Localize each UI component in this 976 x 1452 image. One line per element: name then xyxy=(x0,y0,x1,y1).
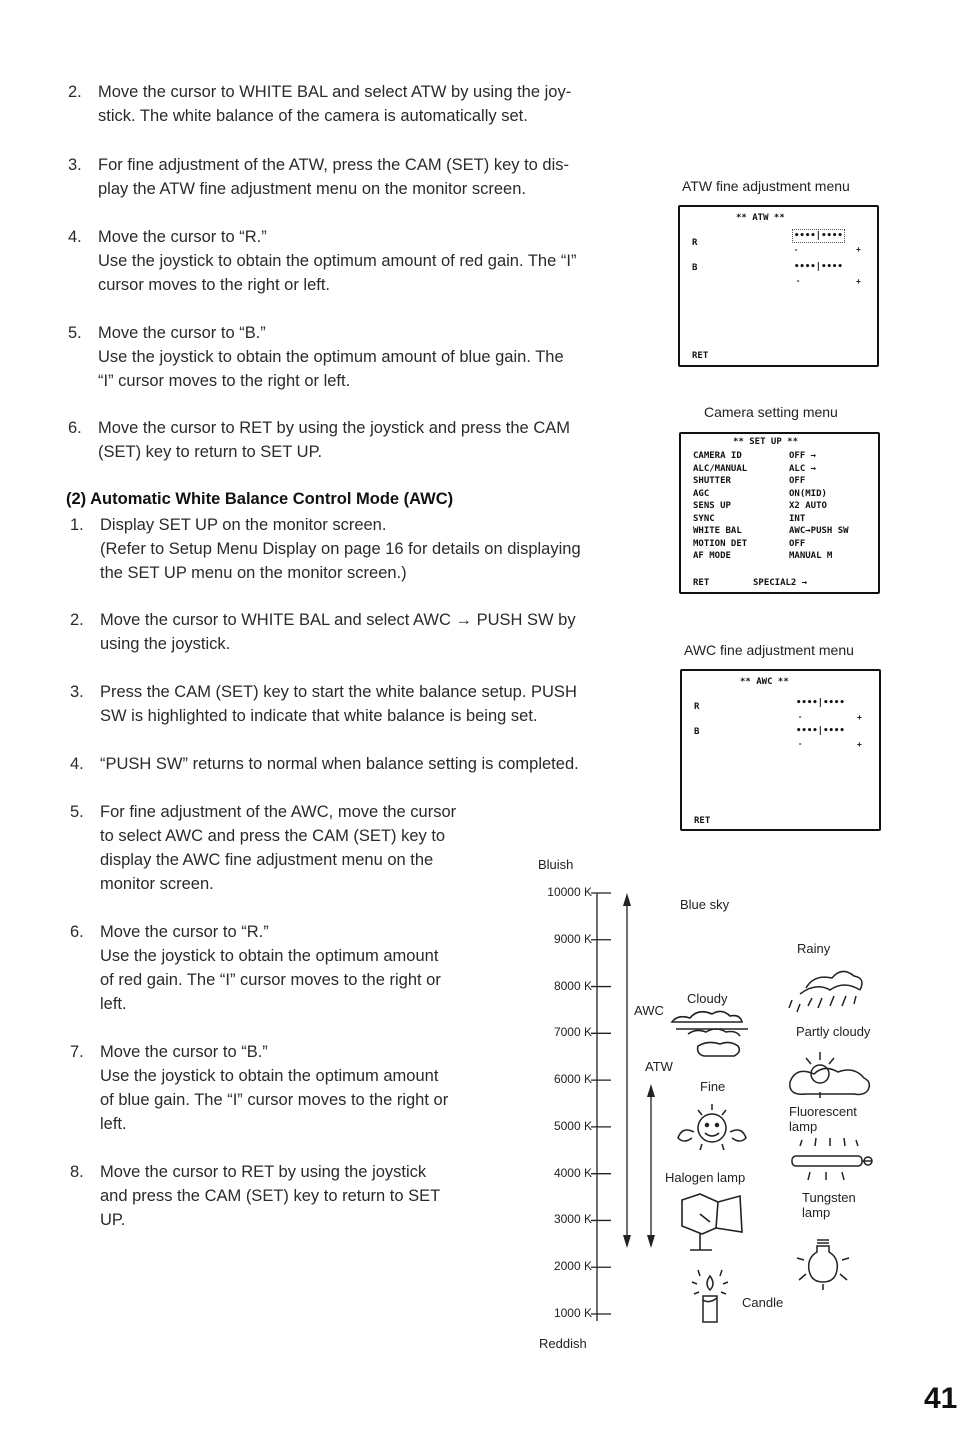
camera-menu-special: SPECIAL2 → xyxy=(753,578,808,588)
section-heading: (2) Automatic White Balance Control Mode (AWC) xyxy=(66,490,454,508)
step-line: display the AWC fine adjustment menu on the xyxy=(100,851,434,869)
awc-range-label: AWC xyxy=(634,1003,664,1018)
atw-menu-title: ** ATW ** xyxy=(736,213,785,223)
step-line: Display SET UP on the monitor screen. xyxy=(100,516,387,534)
step-line: Use the joystick to obtain the optimum amount of red gain. The “I” xyxy=(98,252,577,270)
camera-menu-item-value: ON(MID) xyxy=(789,488,827,499)
camera-menu-ret: RET xyxy=(693,578,710,588)
step-line: UP. xyxy=(100,1211,126,1229)
awc-menu-title: ** AWC ** xyxy=(740,677,789,687)
scale-tick-label: 7000 K xyxy=(553,1025,592,1040)
sun-icon xyxy=(678,1104,746,1150)
camera-menu-item-label: ALC/MANUAL xyxy=(693,463,748,474)
camera-menu-item-value: OFF → xyxy=(789,451,817,461)
atw-b-minus: - xyxy=(796,277,801,285)
scale-top-label: Bluish xyxy=(538,857,574,872)
step-number: 2. xyxy=(68,83,82,101)
camera-menu-item-value: MANUAL M xyxy=(789,551,833,561)
label-halogen-lamp: Halogen lamp xyxy=(665,1170,746,1185)
cloud-icon xyxy=(672,1011,748,1056)
step-number: 6. xyxy=(68,419,82,437)
label-blue-sky: Blue sky xyxy=(680,897,730,912)
scale-bottom-label: Reddish xyxy=(539,1336,587,1351)
candle-icon xyxy=(692,1270,728,1322)
scale-tick-label: 9000 K xyxy=(553,931,592,946)
step-line: “I” cursor moves to the right or left. xyxy=(98,372,351,390)
page-number: 41 xyxy=(924,1382,958,1415)
step-line: Use the joystick to obtain the optimum amount xyxy=(100,1067,439,1085)
camera-menu-item-value: OFF xyxy=(789,476,806,486)
atw-range-arrow xyxy=(647,1084,655,1248)
awc-menu-caption: AWC fine adjustment menu xyxy=(684,642,854,658)
scale-tick-marks xyxy=(591,893,611,1314)
camera-menu-item-label: SYNC xyxy=(693,513,715,524)
step-number: 3. xyxy=(70,683,84,701)
step-number: 3. xyxy=(68,156,82,174)
camera-menu-item-value: AWC→PUSH SW xyxy=(789,526,849,536)
halogen-lamp-icon xyxy=(682,1194,742,1250)
step-line: (SET) key to return to SET UP. xyxy=(98,443,323,461)
scale-tick-label: 2000 K xyxy=(553,1259,592,1274)
scale-tick-label: 4000 K xyxy=(553,1165,592,1180)
atw-r-plus: + xyxy=(856,245,861,254)
step-line: Move the cursor to RET by using the joystick xyxy=(100,1163,427,1181)
step-line: of red gain. The “I” cursor moves to the right or xyxy=(100,971,441,989)
atw-b-label: B xyxy=(692,263,698,273)
step-line: For fine adjustment of the AWC, move the cursor xyxy=(100,803,457,821)
step-line: monitor screen. xyxy=(100,875,214,893)
step-number: 7. xyxy=(70,1043,84,1061)
step-line: and press the CAM (SET) key to return to SET xyxy=(100,1187,441,1205)
label-tungsten-lamp: Tungsten lamp xyxy=(802,1190,856,1220)
camera-menu-item-value: X2 AUTO xyxy=(789,501,827,511)
step-line: to select AWC and press the CAM (SET) key to xyxy=(100,827,446,845)
label-candle: Candle xyxy=(742,1295,784,1310)
camera-menu-item-label: MOTION DET xyxy=(693,538,748,549)
awc-r-minus: - xyxy=(798,713,803,721)
step-line: Use the joystick to obtain the optimum amount of blue gain. The xyxy=(98,348,564,366)
label-fine: Fine xyxy=(700,1079,726,1094)
atw-b-scale: ••••|•••• xyxy=(794,262,843,272)
step-line: Move the cursor to RET by using the joystick and press the CAM xyxy=(98,419,570,437)
step-line: using the joystick. xyxy=(100,635,231,653)
awc-b-plus: + xyxy=(857,740,862,749)
step-number: 1. xyxy=(70,516,84,534)
scale-tick-label: 6000 K xyxy=(553,1072,592,1087)
step-line: Move the cursor to “B.” xyxy=(98,324,266,342)
step-number: 4. xyxy=(68,228,82,246)
awc-b-label: B xyxy=(694,727,700,737)
step-line: (Refer to Setup Menu Display on page 16 for details on displaying xyxy=(100,540,581,558)
step-line: of blue gain. The “I” cursor moves to the right or xyxy=(100,1091,449,1109)
atw-r-scale: ••••|•••• xyxy=(794,231,843,241)
step-line: Move the cursor to “B.” xyxy=(100,1043,268,1061)
step-number: 5. xyxy=(70,803,84,821)
awc-ret: RET xyxy=(694,816,711,826)
awc-b-scale: ••••|•••• xyxy=(796,726,845,736)
camera-menu-item-label: CAMERA ID xyxy=(693,451,742,461)
camera-menu-item-value: ALC → xyxy=(789,463,817,474)
step-line: left. xyxy=(100,1115,127,1133)
step-number: 5. xyxy=(68,324,82,342)
step-line: Move the cursor to WHITE BAL and select AWC → PUSH SW by xyxy=(100,611,576,629)
camera-menu-item-value: OFF xyxy=(789,538,806,549)
step-line: the SET UP menu on the monitor screen.) xyxy=(100,564,407,582)
camera-menu-item-label: SENS UP xyxy=(693,501,731,511)
label-cloudy: Cloudy xyxy=(687,991,728,1006)
step-line: play the ATW fine adjustment menu on the monitor screen. xyxy=(98,180,526,198)
scale-tick-label: 1000 K xyxy=(553,1306,592,1320)
scale-tick-label: 5000 K xyxy=(553,1118,592,1133)
atw-r-minus: - xyxy=(794,246,799,254)
awc-r-label: R xyxy=(694,702,700,712)
tungsten-bulb-icon xyxy=(797,1240,849,1290)
step-line: stick. The white balance of the camera is automatically set. xyxy=(98,107,528,125)
step-line: Move the cursor to “R.” xyxy=(98,228,267,246)
step-line: SW is highlighted to indicate that white balance is being set. xyxy=(100,707,538,725)
scale-tick-label: 8000 K xyxy=(553,978,592,993)
camera-menu-item-label: AF MODE xyxy=(693,551,731,561)
partly-cloudy-icon xyxy=(790,1052,870,1098)
atw-ret: RET xyxy=(692,351,709,361)
step-line: For fine adjustment of the ATW, press the CAM (SET) key to dis- xyxy=(98,156,570,174)
awc-r-plus: + xyxy=(857,713,862,722)
atw-b-plus: + xyxy=(856,277,861,286)
awc-r-scale: ••••|•••• xyxy=(796,698,845,708)
step-number: 2. xyxy=(70,611,84,629)
atw-range-label: ATW xyxy=(645,1059,673,1074)
step-line: Press the CAM (SET) key to start the white balance setup. PUSH xyxy=(100,683,577,701)
step-number: 4. xyxy=(70,755,84,773)
camera-menu-item-label: WHITE BAL xyxy=(693,526,742,536)
camera-menu-item-value: INT xyxy=(789,513,806,524)
label-partly-cloudy: Partly cloudy xyxy=(796,1024,871,1039)
awc-b-minus: - xyxy=(798,740,803,748)
label-fluorescent-lamp: Fluorescent lamp xyxy=(789,1104,857,1134)
step-line: cursor moves to the right or left. xyxy=(98,276,331,294)
step-number: 6. xyxy=(70,923,84,941)
step-number: 8. xyxy=(70,1163,84,1181)
step-line: left. xyxy=(100,995,127,1013)
rain-cloud-icon xyxy=(789,971,862,1012)
awc-range-arrow xyxy=(623,893,631,1248)
camera-menu-caption: Camera setting menu xyxy=(704,404,838,420)
step-line: Use the joystick to obtain the optimum amount xyxy=(100,947,439,965)
fluorescent-lamp-icon xyxy=(792,1138,872,1180)
label-rainy: Rainy xyxy=(797,941,831,956)
scale-tick-label: 3000 K xyxy=(553,1212,592,1227)
atw-r-label: R xyxy=(692,238,698,248)
camera-menu-title: ** SET UP ** xyxy=(733,437,799,447)
step-line: Move the cursor to “R.” xyxy=(100,923,269,941)
camera-menu-item-label: AGC xyxy=(693,488,710,499)
atw-menu-caption: ATW fine adjustment menu xyxy=(682,178,850,194)
camera-menu-item-label: SHUTTER xyxy=(693,476,731,486)
step-line: Move the cursor to WHITE BAL and select ATW by using the joy- xyxy=(98,83,572,101)
step-line: “PUSH SW” returns to normal when balance setting is completed. xyxy=(100,755,579,773)
scale-tick-label: 10000 K xyxy=(547,885,592,899)
